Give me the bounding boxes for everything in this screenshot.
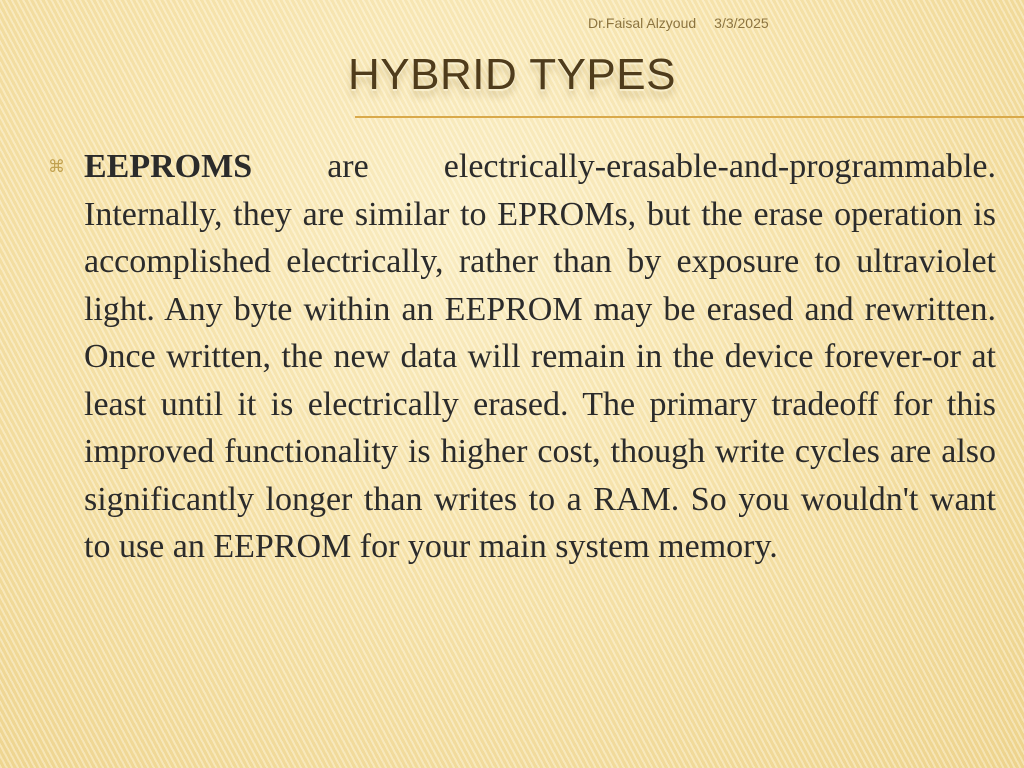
slide-header-meta <box>588 15 769 31</box>
x-mark-icon: ⌘ <box>48 157 65 177</box>
bullet-body: are electrically-erasable-and-programmable. Internally, they are similar to EPROMs, but the erase operation is accomplished electrically, rather than by exposure to ultraviolet light. Any byte within an EEPROM may be erased and rewritten. Once written, the new data will remain in the device forever-or at least until it is electrically erased. The primary tradeoff for this improved functionality is higher cost, though write cycles are also significantly longer than writes to a RAM. So you wouldn't want to use an EEPROM for your main system memory. <box>84 148 996 565</box>
title-divider <box>355 116 1024 118</box>
slide-content <box>48 143 996 571</box>
date-label: 3/3/2025 <box>714 15 769 31</box>
author-label: Dr.Faisal Alzyoud <box>588 15 697 31</box>
bullet-term: EEPROMS <box>84 148 253 185</box>
bullet-item <box>48 143 996 571</box>
bullet-paragraph <box>84 143 996 571</box>
slide-title: HYBRID TYPES <box>348 50 676 99</box>
